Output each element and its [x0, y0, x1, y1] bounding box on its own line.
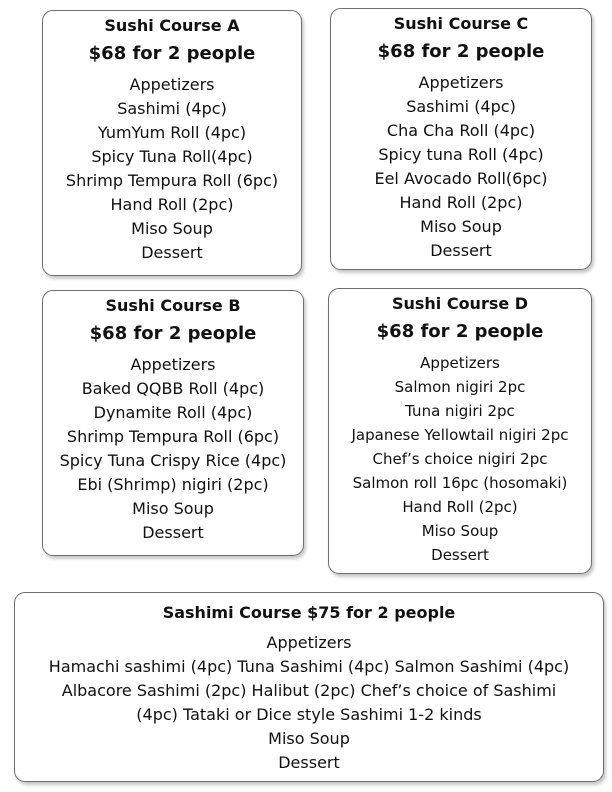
- course-item: Appetizers: [129, 75, 215, 94]
- course-item-list: [329, 351, 591, 567]
- sashimi-course-card: [14, 592, 604, 782]
- sushi-course-c-card: [330, 8, 592, 270]
- course-item: Miso Soup: [268, 729, 350, 748]
- course-item: Hand Roll (2pc): [110, 195, 234, 214]
- course-item: Shrimp Tempura Roll (6pc): [66, 427, 280, 446]
- course-item-list: [331, 71, 591, 263]
- course-item: Tuna nigiri 2pc: [405, 402, 515, 420]
- course-item: Dessert: [278, 753, 340, 772]
- course-item: Miso Soup: [420, 217, 502, 236]
- course-item: Sashimi (4pc): [406, 97, 516, 116]
- course-item: Chef’s choice nigiri 2pc: [372, 450, 548, 468]
- course-item: Dessert: [141, 243, 203, 262]
- course-title: Sushi Course C: [393, 14, 529, 33]
- course-price: $68 for 2 people: [377, 41, 545, 62]
- course-item: Baked QQBB Roll (4pc): [81, 379, 265, 398]
- course-item: Albacore Sashimi (2pc) Halibut (2pc) Chef’s choice of Sashimi: [61, 681, 557, 700]
- course-item: Dessert: [430, 241, 492, 260]
- course-title: Sushi Course D: [391, 294, 529, 313]
- course-item: Sashimi (4pc): [117, 99, 227, 118]
- course-item: Appetizers: [266, 633, 352, 652]
- course-item: Hand Roll (2pc): [399, 193, 523, 212]
- course-item: Appetizers: [130, 355, 216, 374]
- course-item: Dessert: [142, 523, 204, 542]
- course-item: YumYum Roll (4pc): [97, 123, 247, 142]
- course-item: Miso Soup: [421, 522, 499, 540]
- course-item: (4pc) Tataki or Dice style Sashimi 1-2 kinds: [136, 705, 482, 724]
- course-item: Dessert: [431, 546, 489, 564]
- course-item: Hamachi sashimi (4pc) Tuna Sashimi (4pc) Salmon Sashimi (4pc): [48, 657, 570, 676]
- course-item: Japanese Yellowtail nigiri 2pc: [351, 426, 569, 444]
- course-item: Salmon roll 16pc (hosomaki): [352, 474, 568, 492]
- course-item: Hand Roll (2pc): [402, 498, 518, 516]
- course-item: Dynamite Roll (4pc): [93, 403, 253, 422]
- course-item: Cha Cha Roll (4pc): [386, 121, 536, 140]
- course-item: Spicy Tuna Crispy Rice (4pc): [59, 451, 287, 470]
- course-item-list: [43, 73, 301, 265]
- course-item: Eel Avocado Roll(6pc): [374, 169, 548, 188]
- course-item: Miso Soup: [131, 219, 213, 238]
- course-item-list: [43, 353, 303, 545]
- sushi-course-d-card: [328, 288, 592, 574]
- course-item: Appetizers: [418, 73, 504, 92]
- course-price: $68 for 2 people: [376, 321, 544, 342]
- course-title: Sushi Course A: [104, 16, 240, 35]
- course-title: Sushi Course B: [105, 296, 241, 315]
- course-item-list: [15, 631, 603, 775]
- course-title: Sashimi Course $75 for 2 people: [162, 603, 456, 622]
- course-item: Shrimp Tempura Roll (6pc): [65, 171, 279, 190]
- course-price: $68 for 2 people: [88, 43, 256, 64]
- course-price: $68 for 2 people: [89, 323, 257, 344]
- course-item: Spicy Tuna Roll(4pc): [91, 147, 253, 166]
- course-item: Ebi (Shrimp) nigiri (2pc): [77, 475, 269, 494]
- course-item: Miso Soup: [132, 499, 214, 518]
- course-item: Salmon nigiri 2pc: [394, 378, 526, 396]
- course-item: Appetizers: [420, 354, 500, 372]
- sushi-course-b-card: [42, 290, 304, 556]
- course-item: Spicy tuna Roll (4pc): [378, 145, 544, 164]
- sushi-course-a-card: [42, 10, 302, 276]
